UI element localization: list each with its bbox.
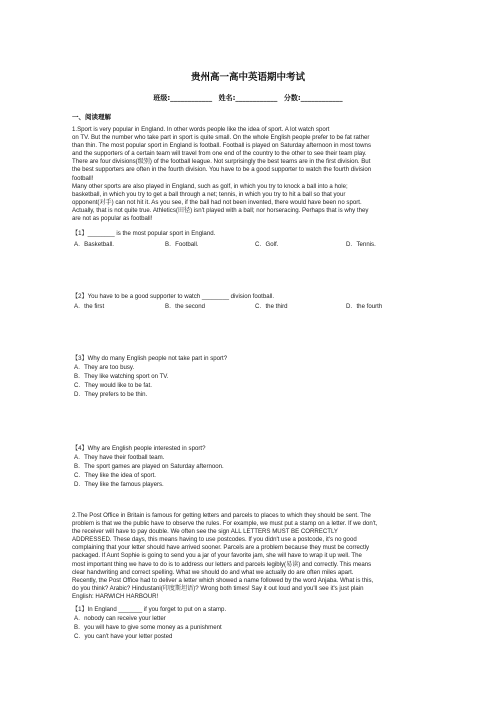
option-b[interactable]: B．the second xyxy=(165,303,205,310)
option-c[interactable]: C．They would like to be fat. xyxy=(74,382,152,389)
option-a[interactable]: A．They are too busy. xyxy=(74,364,135,371)
question-1-options xyxy=(74,239,430,248)
question-4-stem: 【4】Why are English people interested in sport? xyxy=(72,445,206,452)
option-b[interactable]: B．The sport games are played on Saturday afternoon. xyxy=(74,463,224,470)
question-2-options xyxy=(74,301,430,310)
option-b[interactable]: B．Football. xyxy=(165,241,199,248)
question-3-stem: 【3】Why do many English people not take part in sport? xyxy=(72,355,228,362)
option-d[interactable]: D．Tennis. xyxy=(346,241,376,248)
passage-2-question-1-stem: 【1】In England _______ if you forget to put on a stamp. xyxy=(72,606,227,613)
name-field[interactable]: 姓名:____________ xyxy=(218,94,278,102)
option-c[interactable]: C．you can't have your letter posted xyxy=(74,633,173,640)
option-a[interactable]: A．the first xyxy=(74,303,105,310)
option-a[interactable]: A．They have their football team. xyxy=(74,454,165,461)
option-a[interactable]: A．nobody can receive your letter xyxy=(74,615,166,622)
option-c[interactable]: C．the third xyxy=(255,303,288,310)
class-field[interactable]: 班级:____________ xyxy=(153,94,213,102)
question-2-stem: 【2】You have to be a good supporter to watch ________ division football. xyxy=(72,293,275,300)
section-heading: 一、阅读理解 xyxy=(72,113,111,121)
page-title: 贵州高一高中英语期中考试 xyxy=(190,72,305,83)
option-c[interactable]: C．They like the idea of sport. xyxy=(74,472,156,479)
option-b[interactable]: B．They like watching sport on TV. xyxy=(74,373,169,380)
student-info-line xyxy=(0,93,496,103)
question-1-stem: 【1】________ is the most popular sport in England. xyxy=(72,230,216,237)
score-field[interactable]: 分数:____________ xyxy=(283,94,343,102)
passage-2: 2.The Post Office in Britain is famous for getting letters and parcels to places to which they should be sent. The problem is that we the public have to observe the rules. For example, we must put a stamp on a letter. If we don't, the receiver will have to pay double. We often see the sign ALL LETTERS MUST BE CORRECTLY ADDRESSED. These days, this means having to use postcodes. If you didn't use a postcode, it's no good complaining that your letter should have arrived sooner. Parcels are a problem because they must be correctly packaged. If Aunt Sophie is going to send you a jar of your favorite jam, she will have to wrap it up well. The most important thing we have to do is to address our letters and parcels legibly(易读) and correctly. This means clear handwriting and correct spelling. What we should do and what we actually do are often miles apart. Recently, the Post Office had to deliver a letter which showed a name followed by the word Anjaba. What is this, do you think? Arabic? Hindustani(印度斯坦语)? Wrong both times! Say it out loud and you'll see it's just plain English: HARWICH HARBOUR! xyxy=(72,512,378,600)
option-d[interactable]: D．They prefers to be thin. xyxy=(74,391,148,398)
passage-1: 1.Sport is very popular in England. In other words people like the idea of sport. A lot watch sport on TV. But the number who take part in sport is quite small. On the whole English people prefer to be fat rather than thin. The most popular sport in England is football. Football is played on Saturday afternoon in most towns and the supporters of a certain team will travel from one end of the country to the other to see their team play. There are four divisions(级别) of the football league. Not surprisingly the best teams are in the first division. But the best supporters are often in the fourth division. You have to be a good supporter to watch the fourth division football! Many other sports are also played in England, such as golf, in which you try to knock a ball into a hole; basketball, in which you try to get a ball through a net; tennis, in which you try to hit a ball so that your opponent(对手) can not hit it. As you see, if the ball had not been invented, there would have been no sport. Actually, that is not quite true. Athletics(田径) isn't played with a ball; nor horseracing. Perhaps that is why they are not as popular as football! xyxy=(72,126,372,223)
option-b[interactable]: B．you will have to give some money as a punishment xyxy=(74,624,222,631)
option-d[interactable]: D．the fourth xyxy=(346,303,383,310)
option-a[interactable]: A．Basketball. xyxy=(74,241,114,248)
option-c[interactable]: C．Golf. xyxy=(255,241,279,248)
option-d[interactable]: D．They like the famous players. xyxy=(74,481,164,488)
